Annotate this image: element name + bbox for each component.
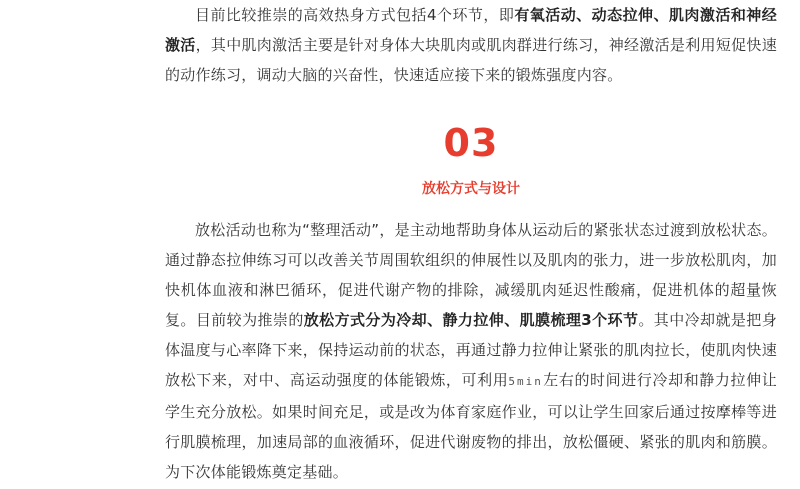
duration-text: 5min (508, 375, 543, 388)
bold-highlight: 放松方式分为冷却、静力拉伸、肌膜梳理3个环节 (303, 311, 639, 329)
section-title: 放松方式与设计 (422, 181, 520, 197)
paragraph-text: 左右的时间进行冷却和静力拉伸让学生充分放松。如果时间充足，或是改为体育家庭作业，可以让学生回家后通过按摩棒等进行肌膜梳理，加速局部的血液循环，促进代谢废物的排出，放松僵硬、紧张的肌肉和筋膜。为下次体能锻炼奠定基础。 (165, 371, 777, 481)
section-number: 03 (443, 121, 499, 165)
paragraph-text: 放松活动也称为“整理活动”，是主动地帮助身体从运动后的紧张状态过渡到放松状态。通过静态拉伸练习可以改善关节周围软组织的伸展性以及肌肉的张力，进一步放松肌肉，加快机体血液和淋巴循环，促进代谢产物的排除，减缓肌肉延迟性酸痛，促进机体的超量恢复。目前较为推崇的 (165, 221, 777, 329)
bold-highlight: 有氧活动、动态拉伸、肌肉激活和神经激活 (165, 6, 777, 54)
paragraph-warmup-methods (165, 0, 777, 90)
paragraph-text: ，其中肌肉激活主要是针对身体大块肌肉或肌肉群进行练习，神经激活是利用短促快速的动作练习，调动大脑的兴奋性，快速适应接下来的锻炼强度内容。 (165, 36, 777, 84)
paragraph-text: 。其中冷却就是把身体温度与心率降下来，保持运动前的状态，再通过静力拉伸让紧张的肌肉拉长，使肌肉快速放松下来，对中、高运动强度的体能锻炼，可利用 (165, 311, 777, 389)
paragraph-relaxation (165, 215, 777, 487)
article-body (165, 0, 777, 487)
paragraph-text: 目前比较推崇的高效热身方式包括4个环节，即 (195, 6, 515, 24)
